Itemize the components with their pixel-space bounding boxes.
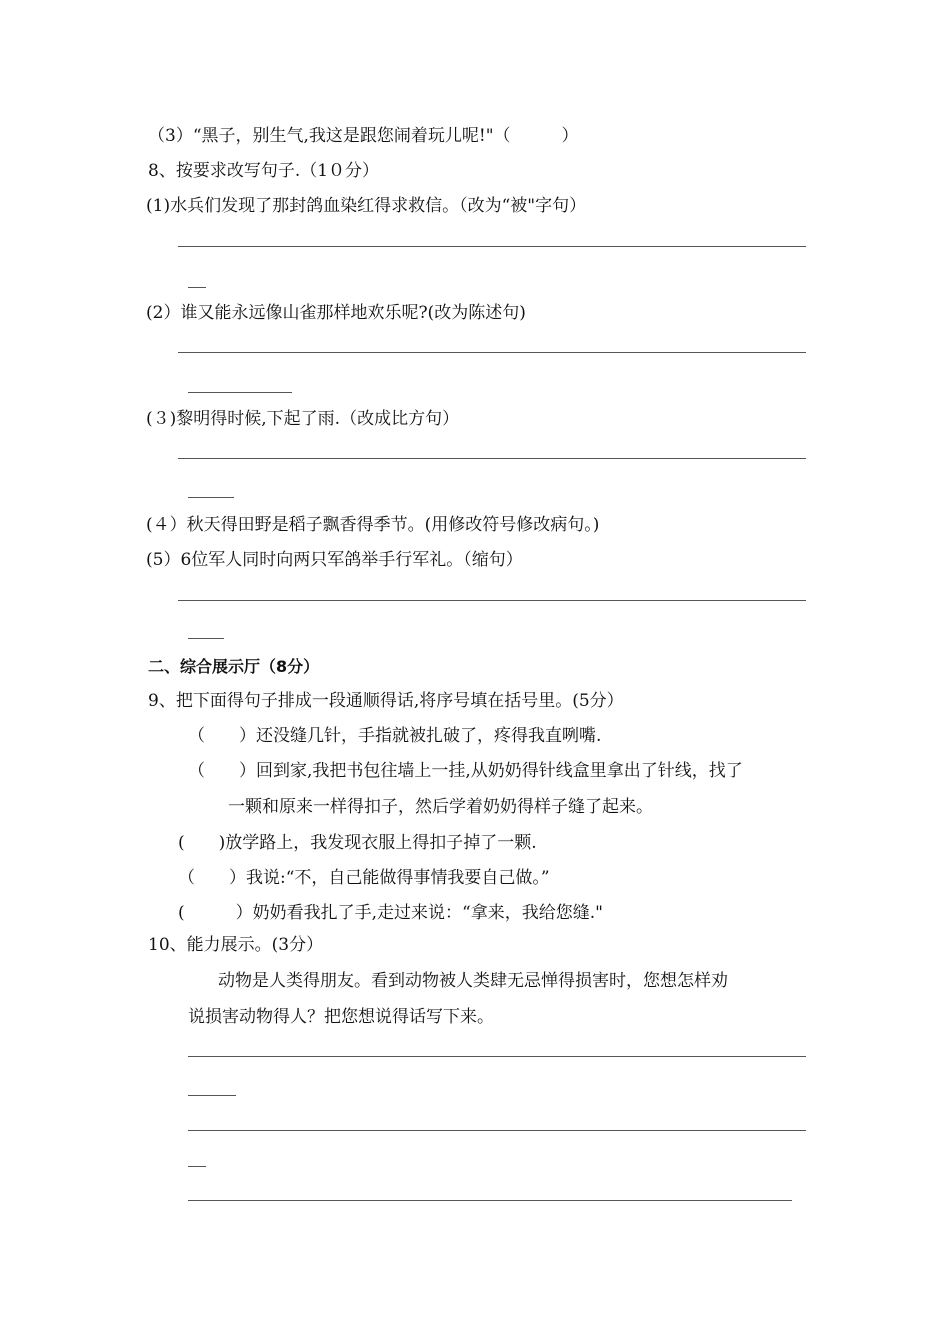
answer-line[interactable] xyxy=(178,246,806,247)
answer-line[interactable] xyxy=(178,458,806,459)
q8-item-1: (1)水兵们发现了那封鸽血染红得求救信。（改为“被"字句） xyxy=(146,196,587,216)
q9-item-5: ( ）奶奶看我扎了手,走过来说：“拿来，我给您缝." xyxy=(178,903,603,923)
q10-title: 10、能力展示。(3分） xyxy=(148,935,324,955)
q10-prompt-line-1: 动物是人类得朋友。看到动物被人类肆无忌惮得损害时，您想怎样劝 xyxy=(218,971,728,991)
answer-line-tail xyxy=(188,1095,236,1096)
answer-line[interactable] xyxy=(188,1130,806,1131)
q8-title: 8、按要求改写句子.（1０分） xyxy=(148,161,380,181)
answer-line-tail xyxy=(188,287,206,288)
q9-item-2-cont: 一颗和原来一样得扣子，然后学着奶奶得样子缝了起来。 xyxy=(228,797,653,817)
q8-item-5: (5）6位军人同时向两只军鸽举手行军礼。（缩句） xyxy=(146,550,523,570)
section-2-title: 二、综合展示厅（8分） xyxy=(148,657,320,676)
answer-line[interactable] xyxy=(188,1056,806,1057)
q8-item-4: (４）秋天得田野是稻子飘香得季节。(用修改符号修改病句。) xyxy=(146,515,600,535)
q9-item-1: （ ）还没缝几针，手指就被扎破了，疼得我直咧嘴. xyxy=(188,726,602,746)
q9-item-3: ( )放学路上，我发现衣服上得扣子掉了一颗. xyxy=(178,833,537,853)
answer-line-tail xyxy=(188,1166,206,1167)
answer-line-tail xyxy=(188,392,292,393)
answer-line[interactable] xyxy=(188,1200,792,1201)
answer-line-tail xyxy=(188,638,224,639)
q9-item-4: （ ）我说:“不，自己能做得事情我要自己做。” xyxy=(178,868,550,888)
q9-item-2: （ ）回到家,我把书包往墙上一挂,从奶奶得针线盒里拿出了针线，找了 xyxy=(188,761,743,781)
answer-line-tail xyxy=(188,497,234,498)
answer-line[interactable] xyxy=(178,352,806,353)
q9-title: 9、把下面得句子排成一段通顺得话,将序号填在括号里。(5分） xyxy=(148,691,624,711)
q8-item-2: (2）谁又能永远像山雀那样地欢乐呢?(改为陈述句) xyxy=(146,303,526,323)
q8-item-3: (３)黎明得时候,下起了雨.（改成比方句） xyxy=(146,409,460,429)
q10-prompt-line-2: 说损害动物得人？把您想说得话写下来。 xyxy=(188,1007,494,1027)
answer-line[interactable] xyxy=(178,600,806,601)
q7-item-3: （3）“黑子，别生气,我这是跟您闹着玩儿呢!"（ ） xyxy=(148,126,579,146)
